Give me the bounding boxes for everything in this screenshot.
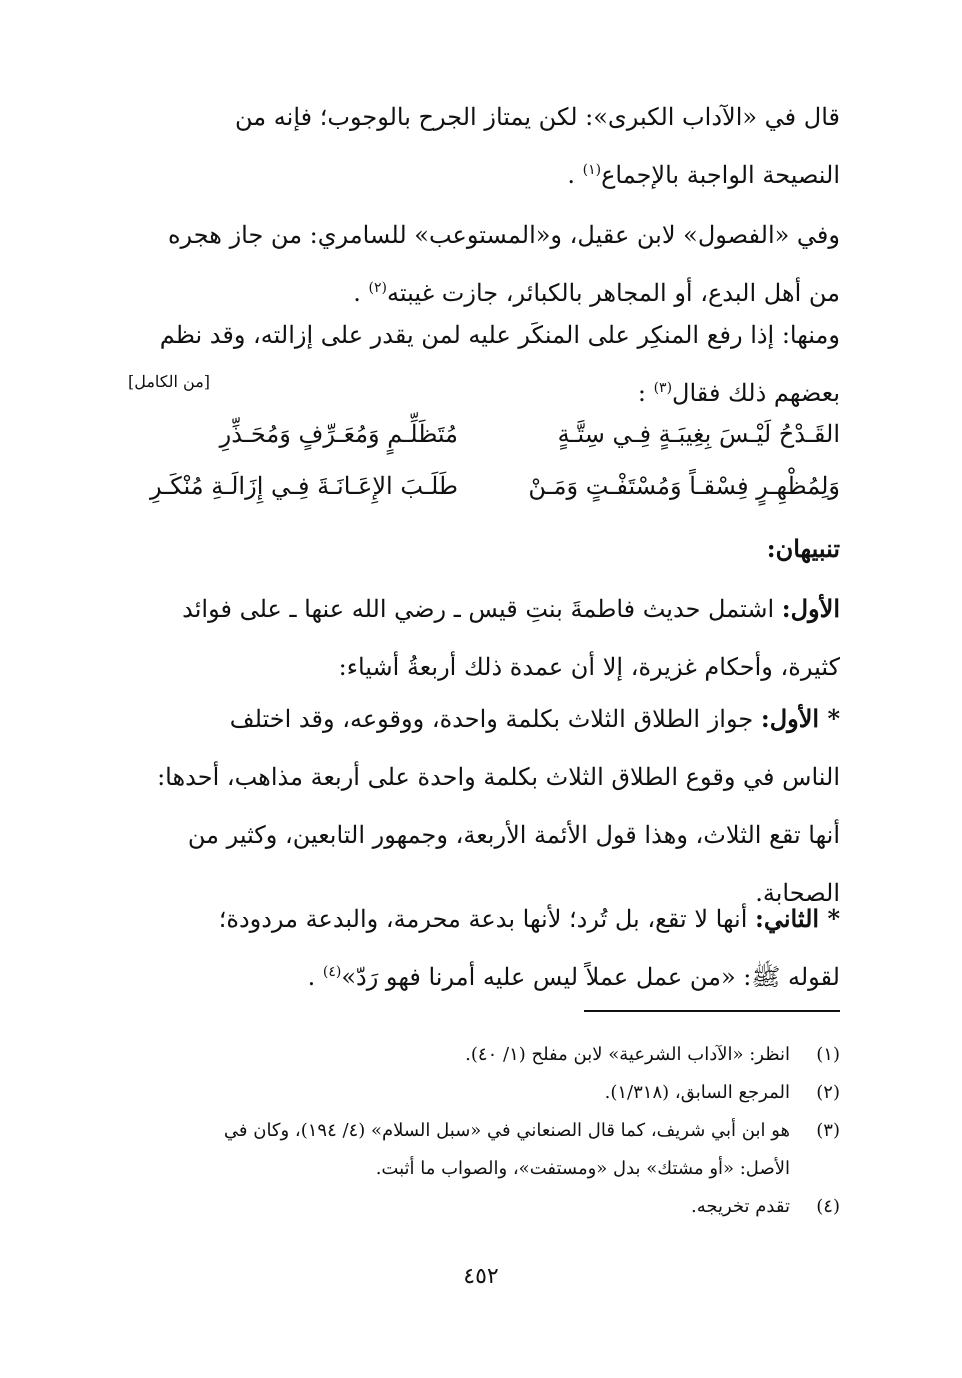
text-line: قال في «الآداب الكبرى»: لكن يمتاز الجرح بالوجوب؛ فإنه من [235, 103, 840, 131]
footnote-item [128, 1188, 840, 1226]
verse-first-hemistich: القَـدْحُ لَيْـسَ بِغِيبَـةٍ فِـي سِتَّـةٍ [557, 420, 840, 448]
text-line: بعضهم ذلك فقال$^{(٣)}$ : [637, 379, 840, 407]
paragraph-6 [128, 890, 840, 1006]
text-line: الصحابة. [755, 879, 840, 907]
paragraph-5 [128, 690, 840, 922]
footnote-text: انظر: «الآداب الشرعية» لابن مفلح (١/ ٤٠). [465, 1044, 790, 1065]
footnote-text: تقدم تخريجه. [691, 1196, 790, 1217]
poem [128, 420, 840, 524]
point-label: * الأول: [760, 704, 840, 733]
footnote-item [128, 1074, 840, 1112]
footnote-ref: (٣) [653, 380, 673, 396]
footnotes [128, 1036, 840, 1226]
paragraph-2 [128, 206, 840, 322]
verse-second-hemistich: طَلَـبَ الإِعَـانَـةَ فِـي إِزَالَـةِ مُنْكَـرِ [149, 472, 458, 500]
paragraph-4 [128, 580, 840, 696]
text-line: أنها تقع الثلاث، وهذا قول الأئمة الأربعة، وجمهور التابعين، وكثير من [187, 821, 840, 849]
text-line: الأول: اشتمل حديث فاطمةَ بنتِ قيس ـ رضي الله عنها ـ على فوائد [182, 594, 840, 623]
point-label: الأول: [781, 594, 840, 623]
text-line: النصيحة الواجبة بالإجماع$^{(١)}$ . [567, 161, 840, 189]
text-line: الناس في وقوع الطلاق الثلاث بكلمة واحدة على أربعة مذاهب، أحدها: [157, 763, 840, 791]
footnote-ref: (١) [582, 162, 602, 178]
footnote-text: الأصل: «أو مشتك» بدل «ومستفت»، والصواب ما أثبت. [375, 1158, 790, 1179]
footnote-number: (١) [816, 1044, 840, 1065]
poem-verse [128, 472, 840, 524]
text-line: وفي «الفصول» لابن عقيل، و«المستوعب» للسامري: من جاز هجره [167, 221, 840, 249]
footnote-number: (٣) [816, 1120, 840, 1141]
text-line: ومنها: إذا رفع المنكِر على المنكَر عليه لمن يقدر على إزالته، وقد نظم [159, 321, 840, 349]
footnote-ref: (٢) [368, 280, 387, 296]
text-line: * الثاني: أنها لا تقع، بل تُرد؛ لأنها بدعة محرمة، والبدعة مردودة؛ [218, 904, 840, 933]
text-line: كثيرة، وأحكام غزيرة، إلا أن عمدة ذلك أربعةُ أشياء: [338, 653, 840, 681]
page-number: ٤٥٢ [463, 1264, 499, 1289]
footnote-number: (٤) [816, 1196, 840, 1217]
footnote-item [128, 1036, 840, 1074]
footnote-text: هو ابن أبي شريف، كما قال الصنعاني في «سبل السلام» (٤/ ١٩٤)، وكان في [223, 1120, 790, 1141]
text-line: * الأول: جواز الطلاق الثلاث بكلمة واحدة، ووقوعه، وقد اختلف [229, 704, 840, 733]
footnote-ref: (٤) [322, 964, 342, 980]
verse-first-hemistich: وَلِمُظْهِـرٍ فِسْقـاً وَمُسْتَفْـتٍ وَمَـنْ [528, 472, 840, 500]
footnote-separator [584, 1010, 840, 1012]
point-label: * الثاني: [755, 904, 840, 933]
text-line: لقوله ﷺ: «من عمل عملاً ليس عليه أمرنا فهو رَدّ»$^{(٤)}$ . [307, 963, 840, 991]
section-heading: تنبيهان: [766, 534, 840, 563]
poetic-meter-label: [من الكامل] [128, 372, 211, 391]
paragraph-3 [128, 306, 840, 422]
verse-second-hemistich: مُتَظَلِّـمٍ وَمُعَـرِّفٍ وَمُحَـذِّرِ [219, 420, 458, 448]
poem-verse [128, 420, 840, 472]
paragraph-1 [128, 88, 840, 204]
footnote-number: (٢) [816, 1082, 840, 1103]
footnote-text: المرجع السابق، (١/٣١٨). [604, 1082, 790, 1103]
footnote-item [128, 1112, 840, 1188]
text-line: من أهل البدع، أو المجاهر بالكبائر، جازت غيبته$^{(٢)}$ . [353, 279, 840, 307]
